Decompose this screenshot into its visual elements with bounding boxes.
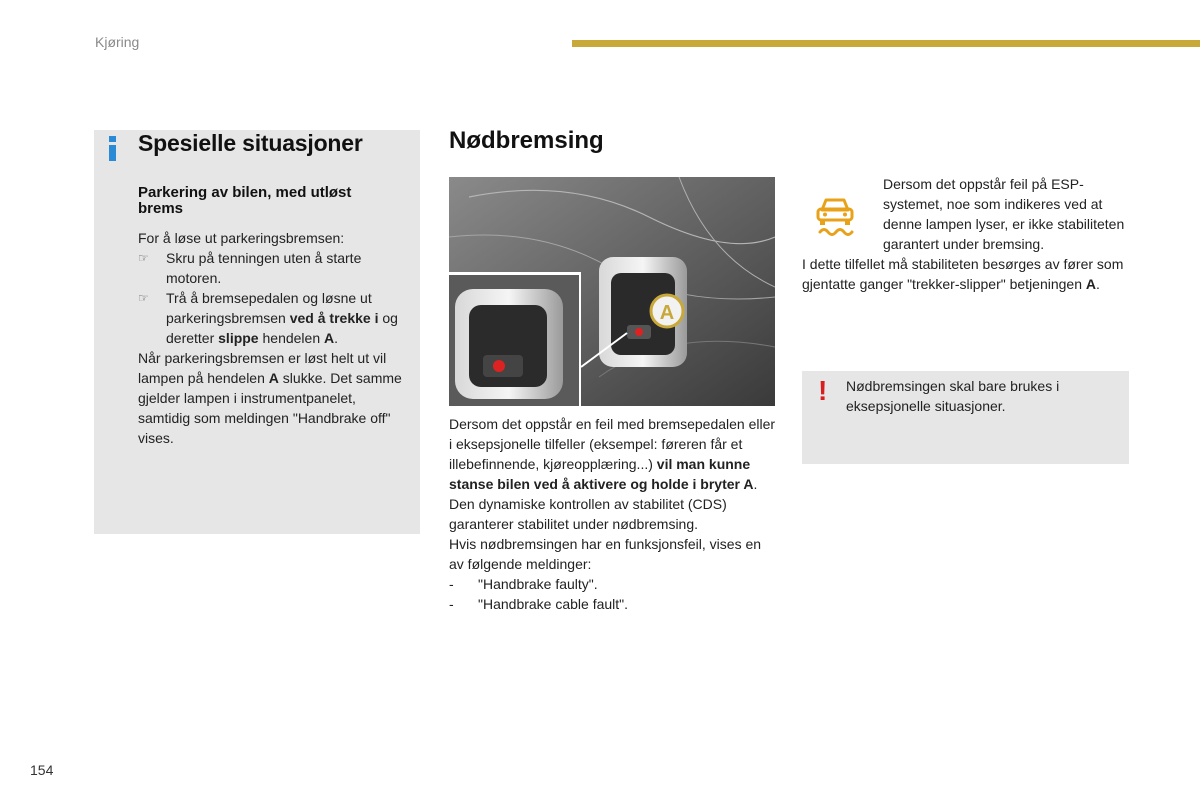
alert-box <box>802 371 1129 464</box>
list-item: ☞ Skru på tenningen uten å starte motoren. <box>138 250 362 286</box>
finger-pointer-icon: ☞ <box>138 291 149 305</box>
exclamation-icon: ! <box>818 375 828 406</box>
handbrake-drawing <box>449 177 775 406</box>
cds-paragraph: Den dynamiske kontrollen av stabilitet (CDS) garanterer stabilitet under nødbremsing. <box>449 496 727 532</box>
info-panel-title: Spesielle situasjoner <box>138 130 363 156</box>
info-intro: For å løse ut parkeringsbremsen: <box>138 230 345 246</box>
info-panel-subtitle: Parkering av bilen, med utløst brems <box>138 184 352 217</box>
info-release-paragraph: Når parkeringsbremsen er løst helt ut vil lampen på hendelen A slukke. Det samme gjelder lampen i instrumentpanelet, samtidig som meldingen "Handbrake off" vises. <box>138 350 402 446</box>
list-item: - "Handbrake cable fault". <box>449 596 629 612</box>
page-number: 154 <box>30 762 54 778</box>
stability-paragraph: I dette tilfellet må stabiliteten besørges av fører som gjentatte ganger "trekker-slipper" betjeningen A. <box>802 256 1124 292</box>
alert-text: Nødbremsingen skal bare brukes i eksepsjonelle situasjoner. <box>846 378 1060 414</box>
fault-paragraph: Hvis nødbremsingen har en funksjonsfeil, vises en av følgende meldinger: <box>449 536 762 572</box>
esp-warning-text: Dersom det oppstår feil på ESP-systemet, noe som indikeres ved at denne lampen lyser, er ikke stabiliteten garantert under bremsing. <box>883 176 1125 252</box>
section-label: Kjøring <box>95 34 140 50</box>
info-icon <box>108 136 118 160</box>
handbrake-illustration <box>449 177 775 406</box>
figure-label-a: A <box>659 302 675 324</box>
list-item: ☞ Trå å bremsepedalen og løsne ut parkeringsbremsen ved å trekke i og deretter slippe hendelen A. <box>138 290 398 346</box>
emergency-brake-paragraph: Dersom det oppstår en feil med bremsepedalen eller i eksepsjonelle tilfeller (eksempel: føreren får et illebefinnende, kjøreopplæring...) vil man kunne stanse bilen ved å aktivere og holde i bryter A. <box>449 416 776 492</box>
esp-skid-warning-icon <box>812 190 858 236</box>
finger-pointer-icon: ☞ <box>138 251 149 265</box>
main-body <box>449 414 779 614</box>
header-accent-bar <box>572 40 1200 47</box>
page-title: Nødbremsing <box>449 127 604 154</box>
info-panel-body <box>138 228 408 448</box>
info-panel <box>94 130 420 534</box>
list-item: - "Handbrake faulty". <box>449 576 598 592</box>
